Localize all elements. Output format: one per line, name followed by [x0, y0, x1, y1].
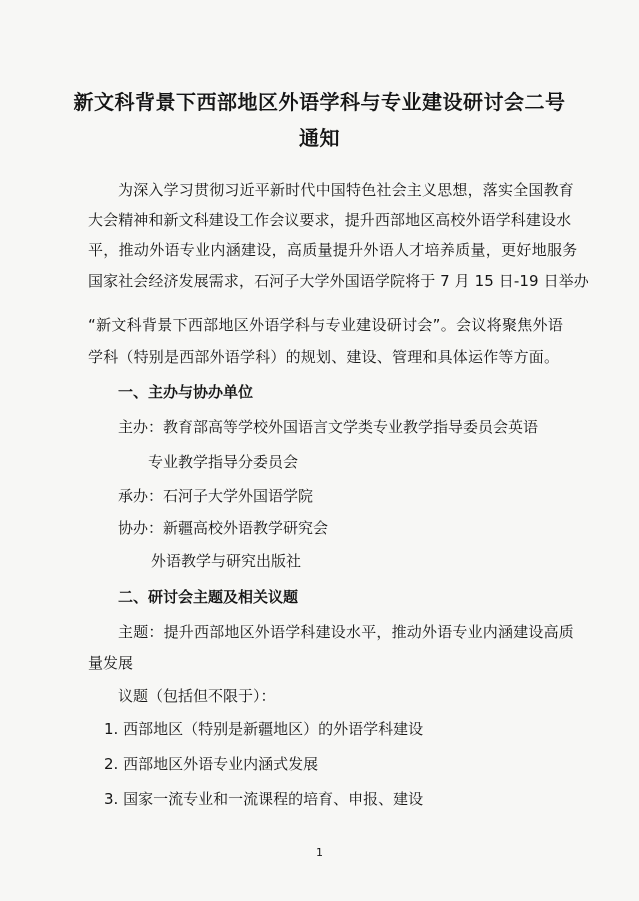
intro-line-5: “新文科背景下西部地区外语学科与专业建设研讨会”。会议将聚焦外语 — [88, 316, 564, 334]
theme-line: 主题：提升西部地区外语学科建设水平，推动外语专业内涵建设高质 — [118, 623, 575, 641]
section-1-heading: 一、主办与协办单位 — [118, 383, 254, 401]
co-organizer-line-2: 外语教学与研究出版社 — [151, 552, 302, 570]
page-number: 1 — [316, 846, 323, 859]
topic-item-3: 3. 国家一流专业和一流课程的培育、申报、建设 — [104, 790, 424, 808]
page-title — [60, 84, 579, 156]
topics-label: 议题（包括但不限于）： — [118, 687, 276, 705]
co-organizer-line-1: 协办：新疆高校外语教学研究会 — [118, 519, 329, 537]
topic-item-1: 1. 西部地区（特别是新疆地区）的外语学科建设 — [104, 720, 424, 738]
topic-item-2: 2. 西部地区外语专业内涵式发展 — [104, 755, 319, 773]
organizer-line: 承办：石河子大学外国语学院 — [118, 487, 314, 505]
title-line-1: 新文科背景下西部地区外语学科与专业建设研讨会二号 — [73, 90, 566, 114]
theme-line-cont: 量发展 — [88, 654, 134, 672]
intro-line-3: 平，推动外语专业内涵建设，高质量提升外语人才培养质量，更好地服务 — [88, 241, 578, 259]
section-2-heading: 二、研讨会主题及相关议题 — [118, 588, 299, 606]
intro-line-1: 为深入学习贯彻习近平新时代中国特色社会主义思想，落实全国教育 — [118, 181, 575, 199]
intro-line-6: 学科（特别是西部外语学科）的规划、建设、管理和具体运作等方面。 — [88, 348, 560, 366]
title-line-2: 通知 — [299, 126, 340, 150]
intro-line-2: 大会精神和新文科建设工作会议要求，提升西部地区高校外语学科建设水 — [88, 211, 572, 229]
host-line: 主办：教育部高等学校外国语言文学类专业教学指导委员会英语 — [118, 418, 539, 436]
intro-line-4: 国家社会经济发展需求，石河子大学外国语学院将于 7 月 15 日-19 日举办 — [88, 272, 589, 290]
host-line-cont: 专业教学指导分委员会 — [148, 453, 299, 471]
